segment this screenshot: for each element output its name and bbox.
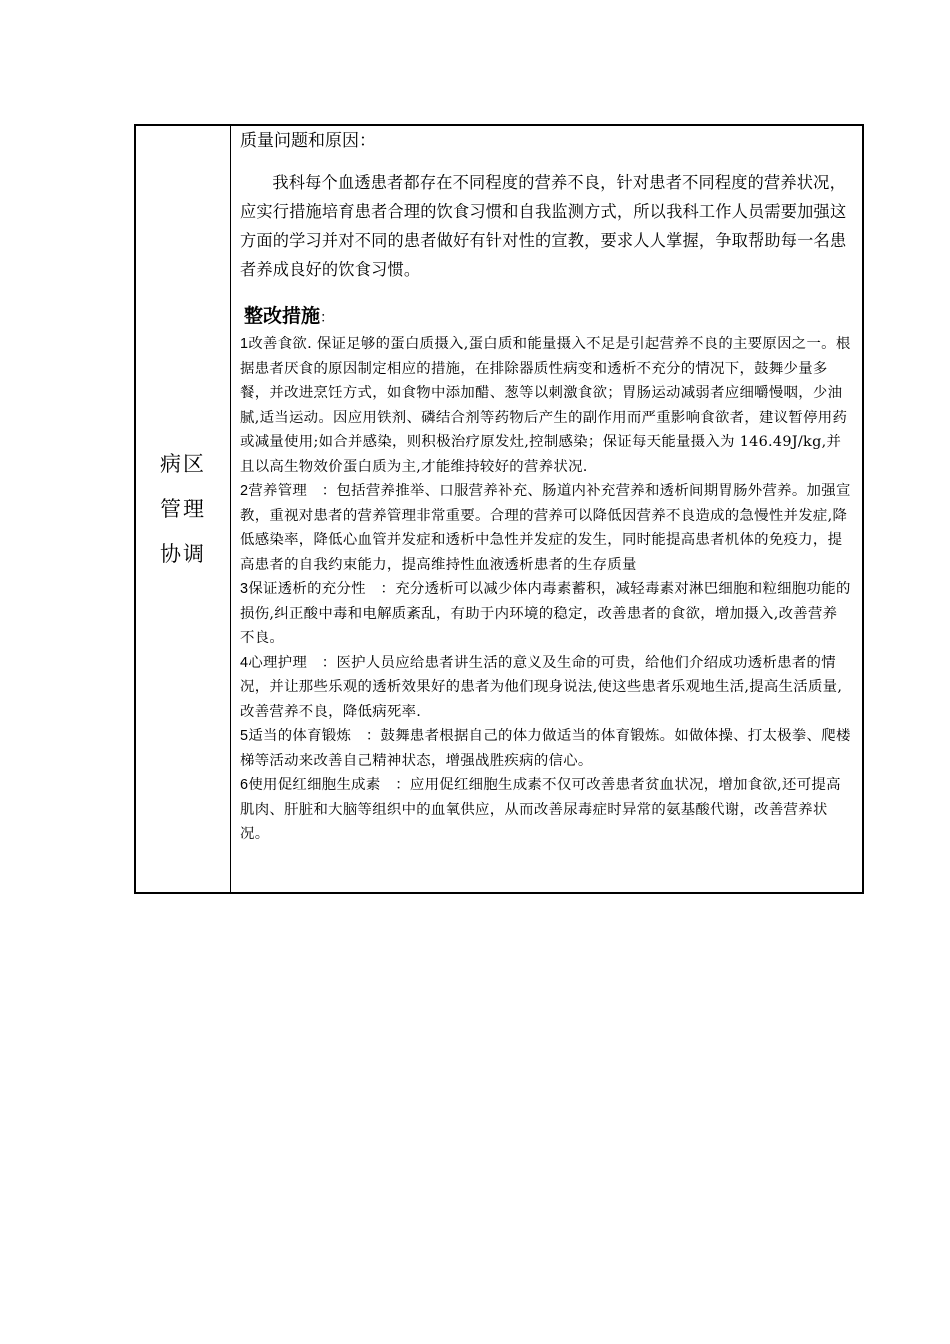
document-table [134, 124, 864, 894]
measure-item [240, 651, 852, 725]
measure-text: 营养管理 ：包括营养推举、口服营养补充、肠道内补充营养和透析间期胃肠外营养。加强宣教，重视对患者的营养管理非常重要。合理的营养可以降低因营养不良造成的急慢性并发症,降低感染率，降低心血管并发症和透析中急性并发症的发生，同时能提高患者机体的免疫力，提高患者的自我约束能力，提高维持性血液透析患者的生存质量 [240, 483, 851, 573]
measure-item [240, 577, 852, 651]
measure-text: 心理护理 ：医护人员应给患者讲生活的意义及生命的可贵，给他们介绍成功透析患者的情况，并让那些乐观的透析效果好的患者为他们现身说法,使这些患者乐观地生活,提高生活质量,改善营养不良，降低病死率. [240, 654, 843, 720]
measure-number: 4 [240, 654, 249, 671]
category-label-line-3: 协调 [160, 541, 206, 566]
measure-text: 使用促红细胞生成素 ：应用促红细胞生成素不仅可改善患者贫血状况，增加食欲,还可提高肌肉、肝脏和大脑等组织中的血氧供应，从而改善尿毒症时异常的氨基酸代谢，改善营养状况。 [240, 777, 841, 842]
intro-paragraph: 我科每个血透患者都存在不同程度的营养不良，针对患者不同程度的营养状况，应实行措施培育患者合理的饮食习惯和自我监测方式，所以我科工作人员需要加强这方面的学习并对不同的患者做好有针对性的宣教，要求人人掌握，争取帮助每一名患者养成良好的饮食习惯。 [240, 173, 847, 279]
measure-item [240, 773, 852, 847]
rectification-title [240, 304, 852, 330]
measure-text: 保证透析的充分性 ：充分透析可以减少体内毒素蓄积，减轻毒素对淋巴细胞和粒细胞功能的损伤,纠正酸中毒和电解质紊乱，有助于内环境的稳定，改善患者的食欲，增加摄入,改善营养不良。 [240, 581, 851, 646]
rectification-title-colon: ： [320, 310, 335, 326]
measure-item [240, 332, 852, 479]
measure-number: 5 [240, 728, 249, 744]
category-label-line-2: 管理 [160, 496, 206, 521]
measure-number: 2 [240, 483, 249, 499]
category-label-line-1: 病区 [160, 451, 206, 476]
measures-list [240, 332, 852, 847]
content-cell [231, 126, 862, 892]
measure-text: 改善食欲. 保证足够的蛋白质摄入,蛋白质和能量摄入不足是引起营养不良的主要原因之一。根据患者厌食的原因制定相应的措施，在排除器质性病变和透析不充分的情况下，鼓舞少量多餐，并改进烹饪方式，如食物中添加醋、葱等以刺激食欲；胃肠运动减弱者应细嚼慢咽，少油腻,适当运动。因应用铁剂、磷结合剂等药物后产生的副作用而严重影响食欲者，建议暂停用药或减量使用;如合并感染，则积极治疗原发灶,控制感染；保证每天能量摄入为 146.49J/kg,并且以高生物效价蛋白质为主,才能维持较好的营养状况. [240, 336, 851, 475]
measure-number: 3 [240, 581, 249, 597]
measure-text: 适当的体育锻炼 ：鼓舞患者根据自己的体力做适当的体育锻炼。如做体操、打太极拳、爬楼梯等活动来改善自己精神状态，增强战胜疾病的信心。 [240, 728, 851, 769]
quality-issue-heading: 质量问题和原因： [240, 131, 376, 151]
measure-number: 1 [240, 336, 249, 352]
measure-item [240, 724, 852, 773]
category-cell [136, 126, 231, 892]
measure-item [240, 479, 852, 577]
measure-number: 6 [240, 777, 249, 793]
rectification-title-text: 整改措施 [244, 305, 321, 327]
